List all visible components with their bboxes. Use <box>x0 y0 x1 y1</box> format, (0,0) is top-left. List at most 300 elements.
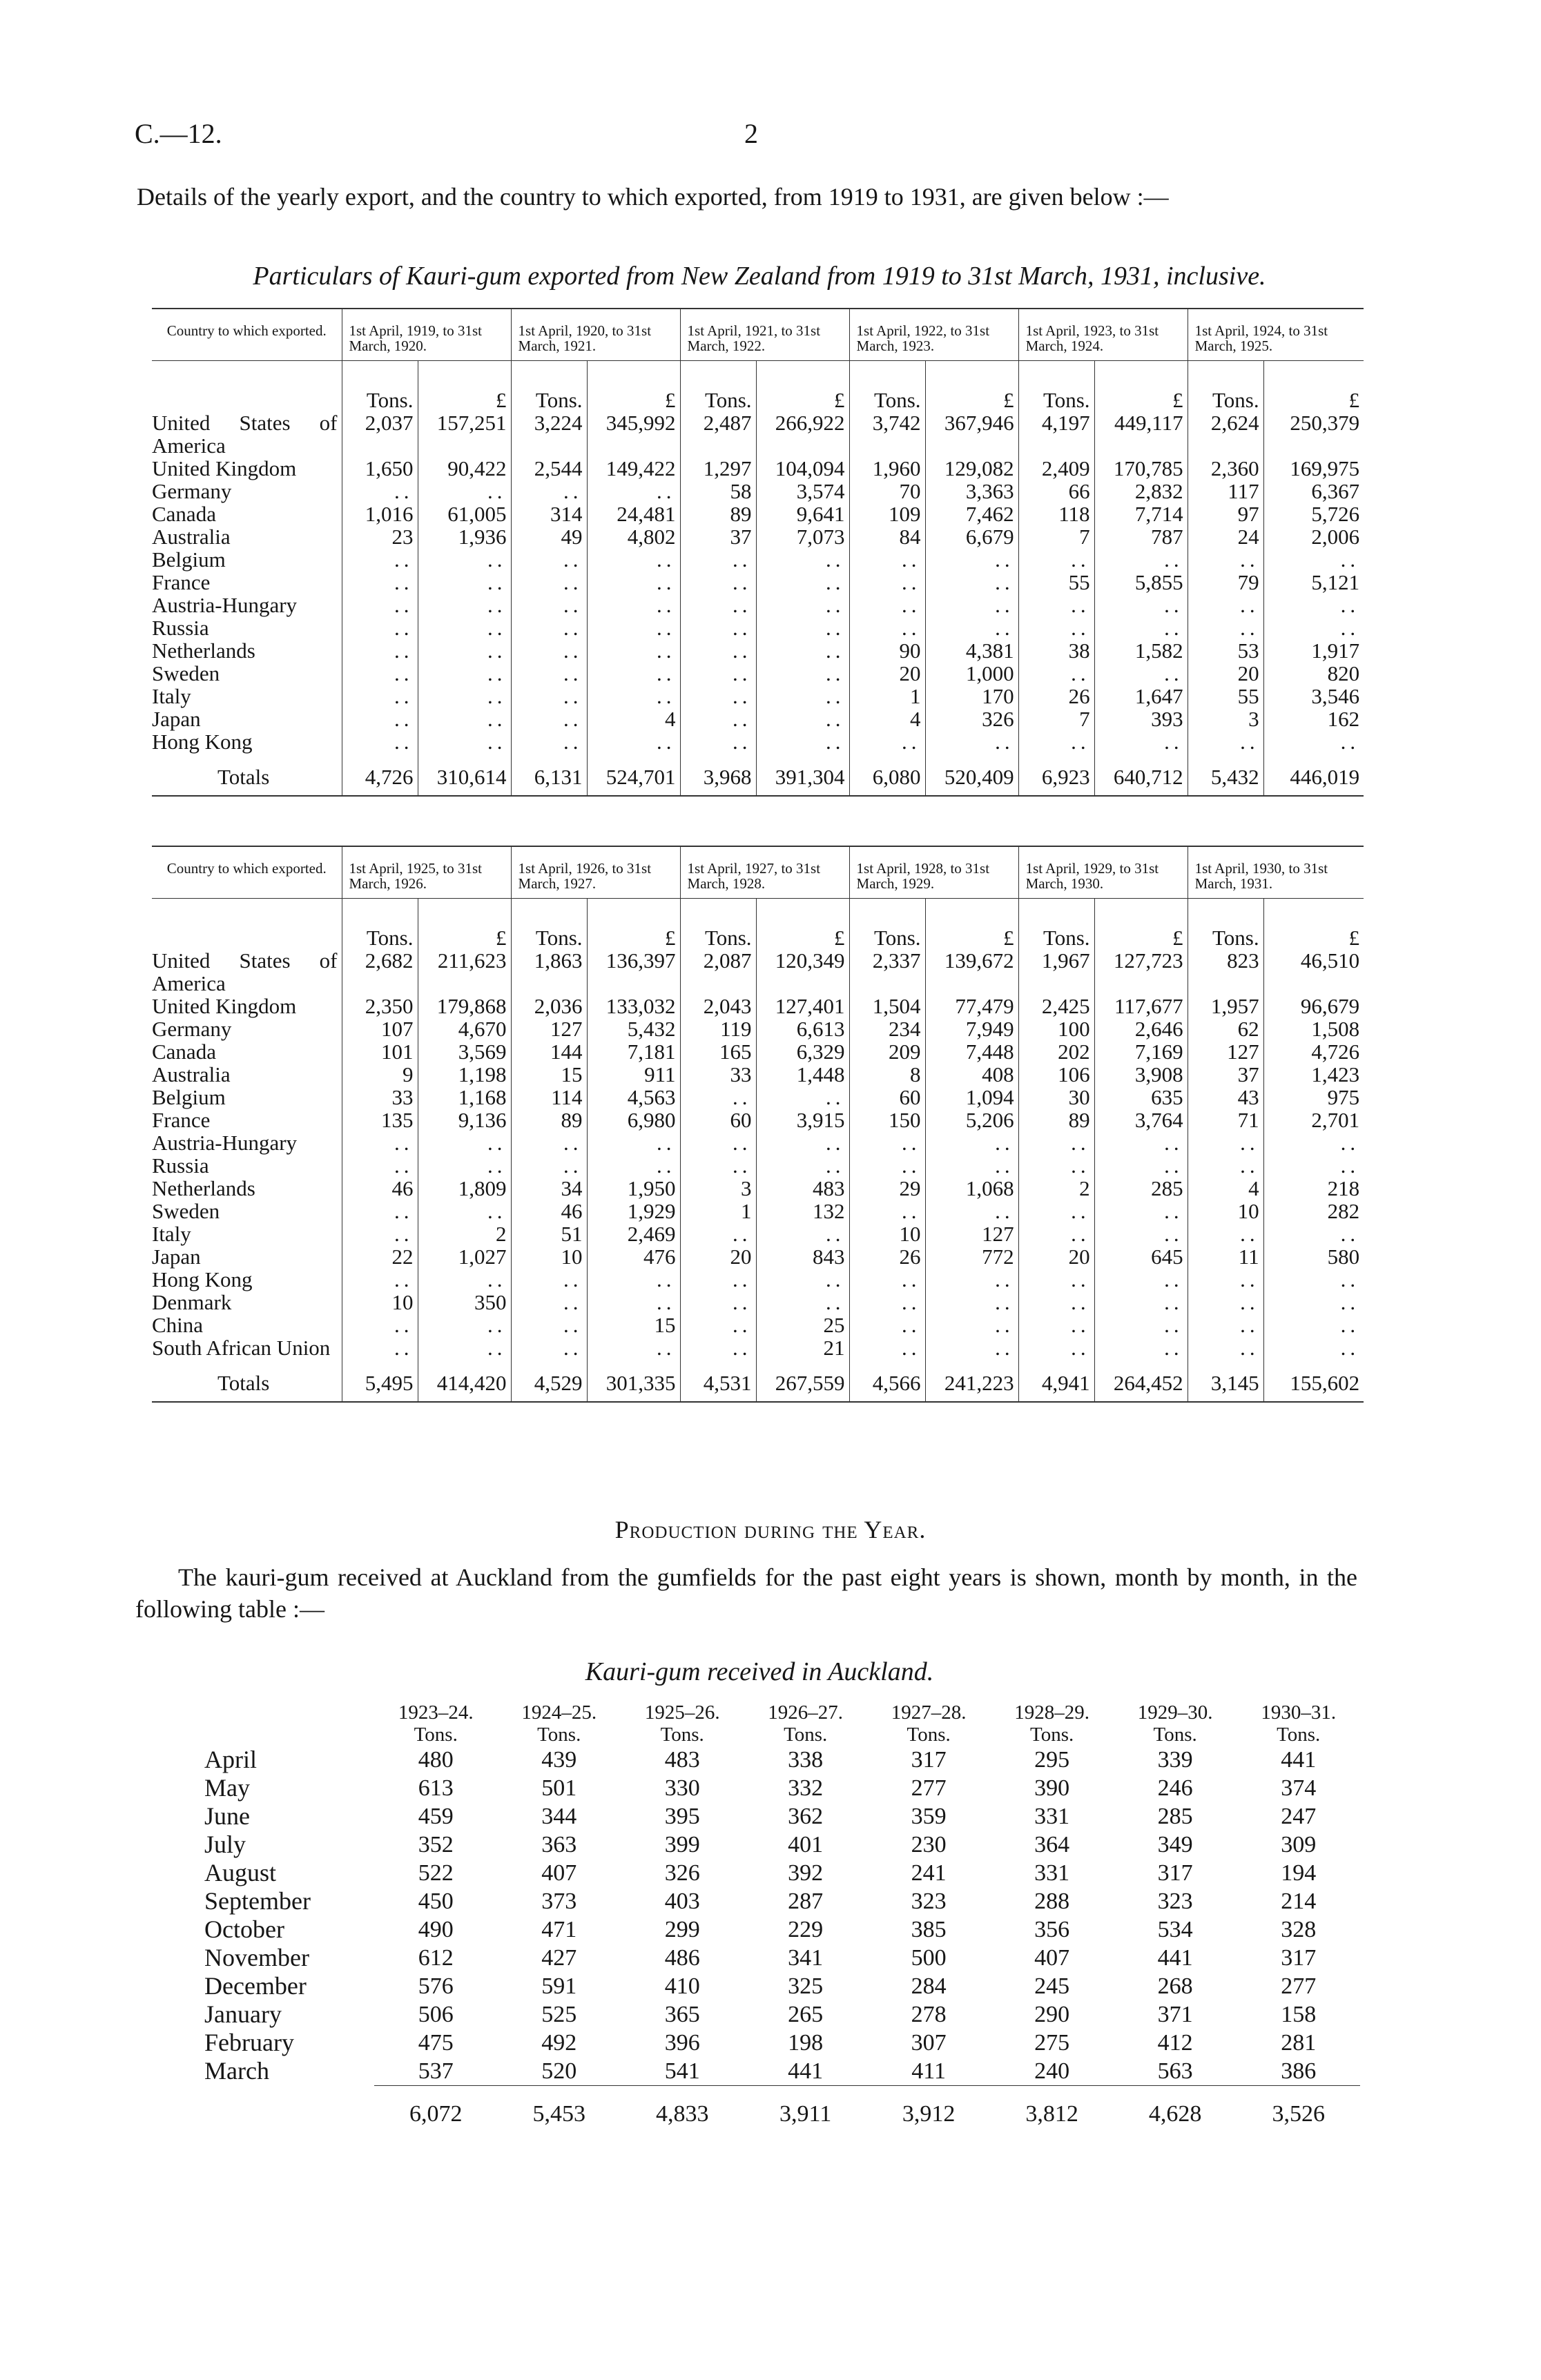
totals-blank <box>200 2086 374 2129</box>
table-cell: .. <box>925 1336 1018 1359</box>
table-cell: 10 <box>342 1291 418 1314</box>
tons-value: 277 <box>911 1775 947 1801</box>
table-cell: 37 <box>680 525 756 548</box>
table-row <box>152 525 1364 548</box>
year-label: 1926–27. <box>768 1701 844 1724</box>
table-cell: .. <box>1018 1268 1094 1291</box>
country-name: France <box>152 571 342 594</box>
tons-value: 613 <box>418 1775 454 1801</box>
table-row <box>152 1291 1364 1314</box>
table-cell: 3 <box>1188 708 1263 730</box>
yearly-total: 3,812 <box>1025 2101 1078 2127</box>
table-cell: 1,957 <box>1188 995 1263 1017</box>
table-cell: .. <box>1188 594 1263 616</box>
month-name: January <box>204 2000 282 2028</box>
country-name: Canada <box>152 1040 342 1063</box>
period-header: 1st April, 1927, to 31st March, 1928. <box>680 846 849 899</box>
table-cell: 6,980 <box>587 1109 680 1131</box>
tons-value: 520 <box>497 2057 620 2086</box>
country-name: Russia <box>152 1154 342 1177</box>
table-cell: 3,908 <box>1094 1063 1188 1086</box>
table-cell: 169,975 <box>1290 456 1360 480</box>
table-cell: .. <box>587 639 680 662</box>
tons-value: 326 <box>664 1860 700 1886</box>
intro-paragraph: Details of the yearly export, and the country to which exported, from 1919 to 1931, are given below :— <box>137 183 1169 211</box>
table-cell: 1,297 <box>680 457 756 480</box>
month-row <box>200 1972 1360 2000</box>
year-label: 1930–31. <box>1261 1701 1337 1724</box>
table-cell: 26 <box>849 1245 925 1268</box>
table-row <box>152 1017 1364 1040</box>
table-cell: .. <box>342 730 418 753</box>
table-cell: .. <box>342 1154 418 1177</box>
country-name: United Kingdom <box>152 995 342 1017</box>
country-column-header: Country to which exported. <box>152 309 342 361</box>
table-cell: 11 <box>1188 1245 1263 1268</box>
table-cell: .. <box>1188 1336 1263 1359</box>
tons-value: 480 <box>418 1747 454 1773</box>
table-cell: 2,701 <box>1311 1108 1360 1132</box>
table-cell: .. <box>849 548 925 571</box>
tons-value: 401 <box>788 1832 824 1857</box>
table-cell: .. <box>342 708 418 730</box>
table-cell: .. <box>1018 1222 1094 1245</box>
tons-value: 410 <box>664 1973 700 1999</box>
table-cell: 449,117 <box>1094 411 1188 457</box>
table-cell: 70 <box>849 480 925 503</box>
table-row <box>152 995 1364 1017</box>
pounds-unit: £ <box>418 899 511 950</box>
month-row <box>200 1831 1360 1859</box>
table-cell: 132 <box>756 1200 849 1222</box>
table-cell: .. <box>418 1314 511 1336</box>
table-row <box>152 1131 1364 1154</box>
tons-value: 330 <box>664 1775 700 1801</box>
tons-value: 471 <box>541 1917 577 1942</box>
table-cell: 234 <box>849 1017 925 1040</box>
table-cell: .. <box>680 594 756 616</box>
pounds-unit: £ <box>1348 388 1360 412</box>
table-cell: .. <box>511 1291 587 1314</box>
country-name: Italy <box>152 685 342 708</box>
tons-value: 490 <box>418 1917 454 1942</box>
table-cell: 4,563 <box>587 1086 680 1109</box>
table-cell: 30 <box>1018 1086 1094 1109</box>
table-cell: .. <box>418 662 511 685</box>
period-header: 1st April, 1919, to 31st March, 1920. <box>342 309 511 361</box>
table-cell: 2,682 <box>342 949 418 995</box>
production-paragraph: The kauri-gum received at Auckland from the gumfields for the past eight years is shown, month by month, in the following table :— <box>135 1563 1357 1623</box>
table-cell: 3,915 <box>756 1109 849 1131</box>
period-header: 1st April, 1925, to 31st March, 1926. <box>342 846 511 899</box>
year-label: 1925–26. <box>644 1701 720 1724</box>
table-cell: .. <box>511 571 587 594</box>
pounds-unit: £ <box>587 899 680 950</box>
table-cell: 79 <box>1188 571 1263 594</box>
tons-value: 576 <box>418 1973 454 1999</box>
table-row <box>152 548 1364 571</box>
table-cell: 1,094 <box>925 1086 1018 1109</box>
table-cell: .. <box>511 1314 587 1336</box>
kauri-gum-received-table <box>200 1701 1360 2128</box>
country-name: Japan <box>152 1245 342 1268</box>
table-cell: .. <box>756 1291 849 1314</box>
tons-value: 412 <box>1157 2030 1193 2056</box>
country-name: United States of America <box>152 411 342 457</box>
tons-value: 352 <box>418 1832 454 1857</box>
year-header <box>744 1701 866 1746</box>
tons-value: 441 <box>1157 1945 1193 1971</box>
table-cell: .. <box>511 480 587 503</box>
table-cell: 106 <box>1018 1063 1094 1086</box>
table-cell: 250,379 <box>1290 411 1360 435</box>
table-cell: .. <box>925 594 1018 616</box>
period-header: 1st April, 1929, to 31st March, 1930. <box>1018 846 1188 899</box>
table-cell: 4,802 <box>587 525 680 548</box>
tons-value: 407 <box>1034 1945 1070 1971</box>
table-cell: 1,168 <box>418 1086 511 1109</box>
table-cell: 1,967 <box>1018 949 1094 995</box>
table-cell: .. <box>1188 1222 1263 1245</box>
table-cell: .. <box>1094 616 1188 639</box>
table-cell: .. <box>587 1268 680 1291</box>
units-blank <box>152 361 342 412</box>
table-cell: .. <box>342 1200 418 1222</box>
table-cell: 2,360 <box>1188 457 1263 480</box>
country-name: Netherlands <box>152 1177 342 1200</box>
table-cell: .. <box>1018 1336 1094 1359</box>
table-row <box>152 1109 1364 1131</box>
table-cell: 9 <box>342 1063 418 1086</box>
country-name: South African Union <box>152 1336 342 1359</box>
table-cell: 1,448 <box>756 1063 849 1086</box>
table-cell: .. <box>1018 548 1094 571</box>
country-name: United States of America <box>152 949 342 995</box>
table-cell: 2 <box>418 1222 511 1245</box>
table-cell: .. <box>1018 1131 1094 1154</box>
table-cell: 77,479 <box>925 995 1018 1017</box>
total-cell: 241,223 <box>925 1359 1018 1402</box>
table-cell: 2,425 <box>1018 995 1094 1017</box>
table-cell: 6,367 <box>1311 479 1360 503</box>
table-cell: 3,363 <box>925 480 1018 503</box>
month-row <box>200 1802 1360 1831</box>
tons-unit: Tons. <box>1188 899 1263 950</box>
table-cell: .. <box>1188 1268 1263 1291</box>
table-cell: 1,508 <box>1311 1017 1360 1041</box>
table-cell: 282 <box>1327 1199 1360 1223</box>
table-cell: 2,043 <box>680 995 756 1017</box>
table-cell: .. <box>680 708 756 730</box>
total-cell: 267,559 <box>756 1359 849 1402</box>
table-row <box>152 1040 1364 1063</box>
table-cell: 15 <box>511 1063 587 1086</box>
tons-value: 396 <box>664 2030 700 2056</box>
table-cell: .. <box>849 1268 925 1291</box>
table-cell: .. <box>756 685 849 708</box>
table-cell: .. <box>1018 616 1094 639</box>
table-cell: 635 <box>1094 1086 1188 1109</box>
table-cell: .. <box>511 708 587 730</box>
period-header: 1st April, 1920, to 31st March, 1921. <box>511 309 680 361</box>
tons-value: 373 <box>541 1889 577 1914</box>
month-name: September <box>204 1887 311 1915</box>
table-cell: 10 <box>849 1222 925 1245</box>
table-cell: .. <box>342 639 418 662</box>
table-cell: .. <box>1188 1131 1263 1154</box>
tons-value: 325 <box>788 1973 824 1999</box>
month-column-header <box>200 1701 374 1746</box>
table-cell: .. <box>680 571 756 594</box>
table-row <box>152 1336 1364 1359</box>
table-cell: 5,726 <box>1311 502 1360 526</box>
country-name: Italy <box>152 1222 342 1245</box>
table-cell: .. <box>587 685 680 708</box>
table-cell: .. <box>925 730 1018 753</box>
table-cell: .. <box>342 685 418 708</box>
tons-value: 230 <box>911 1832 947 1857</box>
table-cell: .. <box>342 571 418 594</box>
table-cell: .. <box>418 1200 511 1222</box>
table-cell: .. <box>925 1314 1018 1336</box>
tons-value: 265 <box>788 2002 824 2027</box>
table-cell: 5,121 <box>1311 570 1360 594</box>
year-header <box>621 1701 744 1746</box>
table-cell: .. <box>1340 1290 1360 1314</box>
pounds-unit: £ <box>587 361 680 412</box>
tons-value: 288 <box>1034 1889 1070 1914</box>
tons-unit: Tons. <box>1188 361 1263 412</box>
country-name: Hong Kong <box>152 1268 342 1291</box>
country-name: France <box>152 1109 342 1131</box>
month-name: May <box>204 1774 250 1802</box>
table-cell: 7,073 <box>756 525 849 548</box>
table-cell: 3,742 <box>849 411 925 457</box>
country-column-header: Country to which exported. <box>152 846 342 899</box>
table-cell: 1,809 <box>418 1177 511 1200</box>
table-cell: .. <box>511 594 587 616</box>
table-cell: 4,726 <box>1311 1040 1360 1064</box>
table-cell: .. <box>342 1268 418 1291</box>
table-cell: 1,027 <box>418 1245 511 1268</box>
table-cell: 3,224 <box>511 411 587 457</box>
table-cell: .. <box>511 639 587 662</box>
table-cell: .. <box>680 662 756 685</box>
table-cell: 2 <box>1018 1177 1094 1200</box>
table-cell: 843 <box>756 1245 849 1268</box>
table-cell: 101 <box>342 1040 418 1063</box>
table-cell: 144 <box>511 1040 587 1063</box>
table-cell: 127 <box>925 1222 1018 1245</box>
table-cell: .. <box>1018 1314 1094 1336</box>
table-cell: 100 <box>1018 1017 1094 1040</box>
tons-value: 317 <box>1157 1860 1193 1886</box>
table-cell: 9,641 <box>756 503 849 525</box>
tons-value: 459 <box>418 1804 454 1829</box>
table-cell: 2,036 <box>511 995 587 1017</box>
tons-value: 349 <box>1157 1832 1193 1857</box>
table-cell: .. <box>342 1336 418 1359</box>
table-row <box>152 708 1364 730</box>
tons-unit: Tons. <box>1153 1724 1197 1746</box>
country-name: Austria-Hungary <box>152 1131 342 1154</box>
table-cell: 6,329 <box>756 1040 849 1063</box>
table-cell: 476 <box>587 1245 680 1268</box>
table-cell: 772 <box>925 1245 1018 1268</box>
month-row <box>200 1774 1360 1802</box>
table-cell: .. <box>1188 730 1263 753</box>
month-row <box>200 2057 1360 2086</box>
table-cell: 1,016 <box>342 503 418 525</box>
table-cell: .. <box>1094 1336 1188 1359</box>
tons-value: 247 <box>1281 1804 1317 1829</box>
tons-value: 309 <box>1281 1832 1317 1857</box>
table-cell: 89 <box>680 503 756 525</box>
table-cell: .. <box>756 1086 849 1109</box>
export-table-1925-1931 <box>152 846 1364 1403</box>
table-cell: 84 <box>849 525 925 548</box>
table-cell: .. <box>587 594 680 616</box>
table-cell: 179,868 <box>418 995 511 1017</box>
table-cell: .. <box>925 548 1018 571</box>
table-cell: 7,181 <box>587 1040 680 1063</box>
tons-value: 338 <box>788 1747 824 1773</box>
table-cell: .. <box>587 1131 680 1154</box>
table-row <box>152 457 1364 480</box>
tons-value: 522 <box>418 1860 454 1886</box>
tons-value: 214 <box>1281 1889 1317 1914</box>
table-cell: 2,832 <box>1094 480 1188 503</box>
tons-value: 612 <box>418 1945 454 1971</box>
total-cell: 301,335 <box>587 1359 680 1402</box>
tons-unit: Tons. <box>1018 899 1094 950</box>
table-cell: .. <box>587 1291 680 1314</box>
table-cell: 2,337 <box>849 949 925 995</box>
table-cell: 20 <box>680 1245 756 1268</box>
tons-value: 385 <box>911 1917 947 1942</box>
table-cell: 60 <box>680 1109 756 1131</box>
table-cell: 20 <box>849 662 925 685</box>
period-header: 1st April, 1926, to 31st March, 1927. <box>511 846 680 899</box>
tons-value: 563 <box>1114 2057 1237 2086</box>
table-cell: .. <box>849 571 925 594</box>
table-cell: 136,397 <box>587 949 680 995</box>
tons-value: 500 <box>911 1945 947 1971</box>
table-cell: .. <box>1340 547 1360 572</box>
table-cell: 150 <box>849 1109 925 1131</box>
table-cell: 4 <box>1188 1177 1263 1200</box>
table-cell: 7,949 <box>925 1017 1018 1040</box>
tons-value: 475 <box>418 2030 454 2056</box>
kauri-gum-table-caption: Kauri-gum received in Auckland. <box>585 1657 934 1686</box>
tons-unit: Tons. <box>784 1724 828 1746</box>
table-cell: .. <box>418 708 511 730</box>
month-name: November <box>204 1944 309 1971</box>
table-cell: 4,197 <box>1018 411 1094 457</box>
table-cell: .. <box>1094 1314 1188 1336</box>
tons-value: 317 <box>1281 1945 1317 1971</box>
table-cell: .. <box>418 1268 511 1291</box>
table-cell: 1,198 <box>418 1063 511 1086</box>
table-cell: 7,714 <box>1094 503 1188 525</box>
pounds-unit: £ <box>925 361 1018 412</box>
table-cell: .. <box>418 616 511 639</box>
year-label: 1928–29. <box>1014 1701 1090 1724</box>
document-reference: C.—12. <box>135 118 222 149</box>
tons-value: 240 <box>990 2057 1113 2086</box>
table-cell: 29 <box>849 1177 925 1200</box>
total-cell: 264,452 <box>1094 1359 1188 1402</box>
table-cell: 120,349 <box>756 949 849 995</box>
month-row <box>200 1887 1360 1915</box>
table-cell: 61,005 <box>418 503 511 525</box>
table-cell: 7,169 <box>1094 1040 1188 1063</box>
table-cell: 62 <box>1188 1017 1263 1040</box>
month-name: October <box>204 1915 284 1943</box>
tons-unit: Tons. <box>342 899 418 950</box>
tons-unit: Tons. <box>849 899 925 950</box>
table-cell: .. <box>342 1222 418 1245</box>
tons-value: 450 <box>418 1889 454 1914</box>
year-header <box>867 1701 990 1746</box>
table-cell: .. <box>849 594 925 616</box>
tons-value: 158 <box>1281 2002 1317 2027</box>
year-label: 1923–24. <box>398 1701 474 1724</box>
table-cell: .. <box>849 1200 925 1222</box>
totals-label: Totals <box>152 1359 342 1402</box>
table-cell: 34 <box>511 1177 587 1200</box>
table-cell: .. <box>1340 1131 1360 1155</box>
table-cell: .. <box>511 1268 587 1291</box>
table-cell: .. <box>342 662 418 685</box>
table-cell: 165 <box>680 1040 756 1063</box>
total-cell: 640,712 <box>1094 753 1188 796</box>
country-name: China <box>152 1314 342 1336</box>
table-cell: 580 <box>1327 1245 1360 1269</box>
table-cell: .. <box>1094 1222 1188 1245</box>
table-cell: 645 <box>1094 1245 1188 1268</box>
period-header: 1st April, 1921, to 31st March, 1922. <box>680 309 849 361</box>
tons-value: 246 <box>1157 1775 1193 1801</box>
table-cell: 26 <box>1018 685 1094 708</box>
period-header: 1st April, 1924, to 31st March, 1925. <box>1188 309 1364 361</box>
table-cell: 2,409 <box>1018 457 1094 480</box>
table-cell: 2,544 <box>511 457 587 480</box>
table-row <box>152 616 1364 639</box>
table-cell: 71 <box>1188 1109 1263 1131</box>
table-cell: .. <box>1340 1313 1360 1337</box>
tons-value: 317 <box>911 1747 947 1773</box>
pounds-unit: £ <box>756 899 849 950</box>
table-cell: 33 <box>680 1063 756 1086</box>
table-cell: .. <box>587 616 680 639</box>
export-table-1919-1925 <box>152 308 1364 797</box>
table-cell: 97 <box>1188 503 1263 525</box>
tons-unit: Tons. <box>511 899 587 950</box>
table-cell: 24,481 <box>587 503 680 525</box>
tons-value: 365 <box>664 2002 700 2027</box>
tons-unit: Tons. <box>342 361 418 412</box>
table-row <box>152 480 1364 503</box>
table-cell: .. <box>511 730 587 753</box>
table-cell: 46 <box>511 1200 587 1222</box>
total-cell: 310,614 <box>418 753 511 796</box>
country-name: Netherlands <box>152 639 342 662</box>
table-cell: .. <box>1094 1291 1188 1314</box>
table-cell: 1,504 <box>849 995 925 1017</box>
table-cell: 3,574 <box>756 480 849 503</box>
table-cell: .. <box>587 730 680 753</box>
